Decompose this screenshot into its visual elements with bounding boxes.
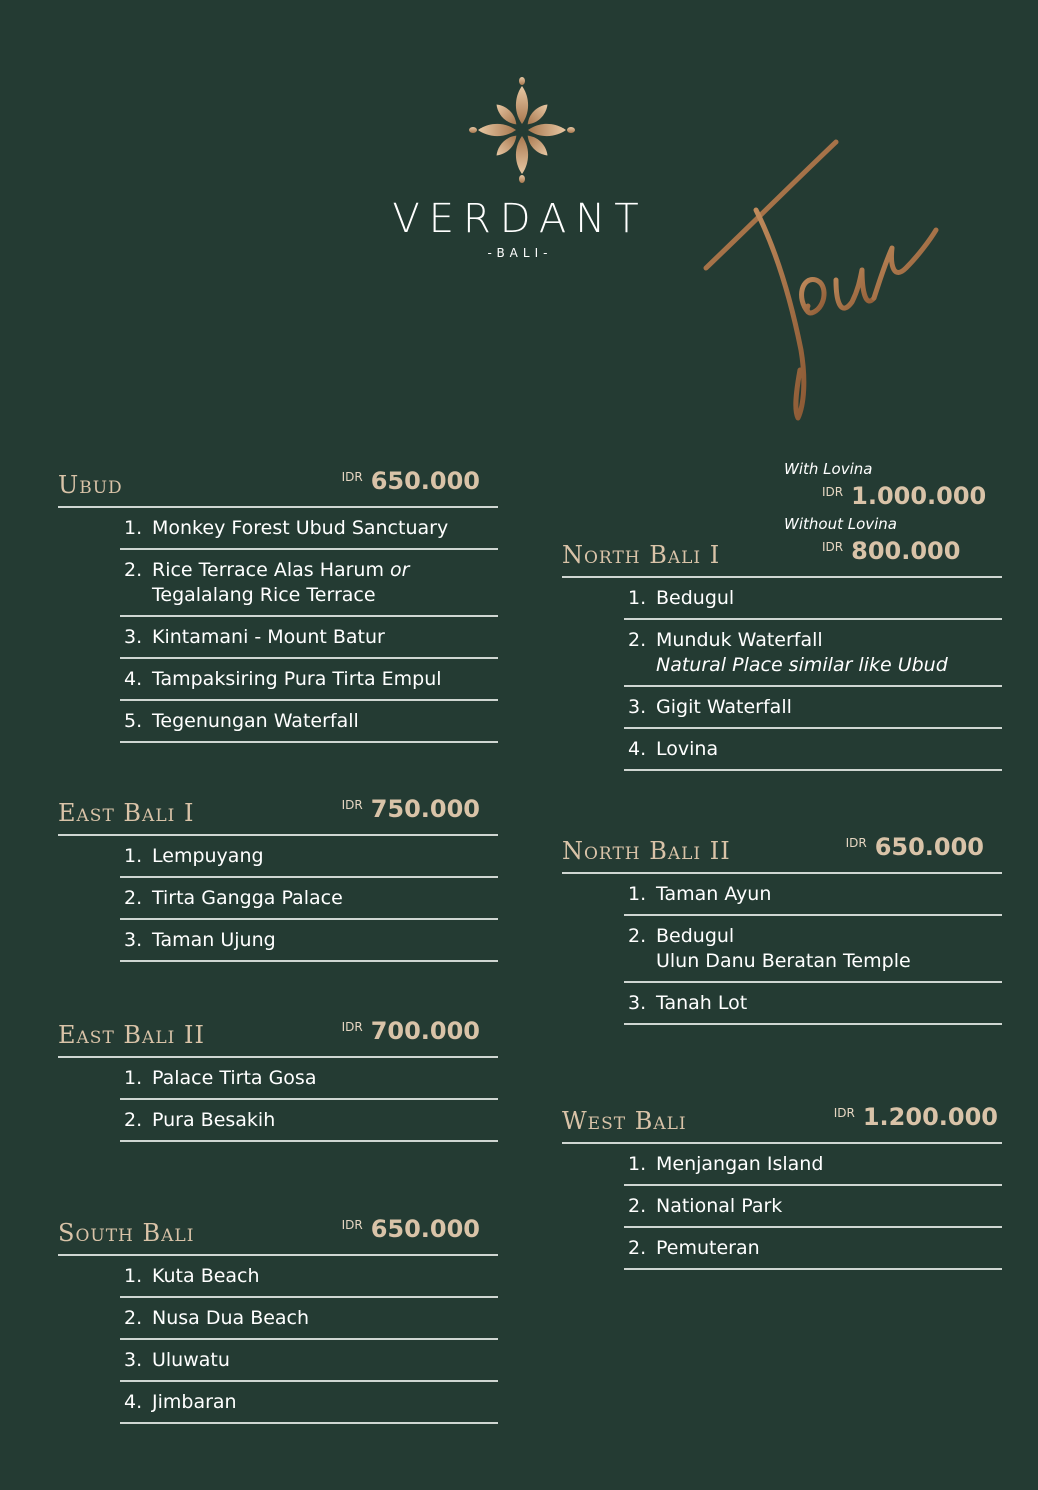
south-bali-title: South Bali (58, 1219, 195, 1247)
list-item: 2. Tirta Gangga Palace (120, 878, 498, 920)
east-bali-2-destination-list (120, 1058, 498, 1142)
list-item: 1. Palace Tirta Gosa (120, 1058, 498, 1100)
ubud-currency: IDR (341, 470, 363, 484)
ubud-title: Ubud (58, 471, 123, 499)
north-bali-1-tour-section (562, 460, 1002, 771)
brand-subtitle: -BALI- (487, 246, 553, 260)
east-bali-1-header (58, 784, 498, 836)
list-item: 4. Lovina (624, 729, 1002, 771)
west-bali-header (562, 1092, 1002, 1144)
north-bali-1-price-options (784, 460, 987, 568)
list-item: 5. Tegenungan Waterfall (120, 701, 498, 743)
list-item: 2. Bedugul Ulun Danu Beratan Temple (624, 916, 1002, 983)
list-item: 1. Taman Ayun (624, 874, 1002, 916)
list-item: 1. Menjangan Island (624, 1144, 1002, 1186)
list-item: 3. Uluwatu (120, 1340, 498, 1382)
with-lovina-label: With Lovina (784, 460, 873, 478)
list-item: 3. Kintamani - Mount Batur (120, 617, 498, 659)
north-bali-2-price: $^{IDR}$ 650.000 (845, 833, 984, 861)
west-bali-title: West Bali (562, 1107, 687, 1135)
munduk-note: Natural Place similar like Ubud (656, 654, 948, 676)
ubud-amount: 650.000 (370, 467, 480, 495)
north-bali-2-destination-list (624, 874, 1002, 1025)
east-bali-2-tour-section (58, 1006, 498, 1142)
west-bali-price: $^{IDR}$ 1.200.000 (833, 1103, 998, 1131)
brand-name: VERDANT (392, 196, 648, 242)
south-bali-tour-section (58, 1204, 498, 1424)
list-item: 2. National Park (624, 1186, 1002, 1228)
ubud-tour-section (58, 456, 498, 743)
east-bali-2-price: $^{IDR}$ 700.000 (341, 1017, 480, 1045)
north-bali-2-header (562, 822, 1002, 874)
conjunction: or (390, 559, 410, 581)
list-item: 4. Jimbaran (120, 1382, 498, 1424)
tour-script-lettering (696, 130, 956, 430)
verdant-flower-logo-icon (468, 76, 576, 184)
west-bali-destination-list (624, 1144, 1002, 1270)
list-item: 1. Monkey Forest Ubud Sanctuary (120, 508, 498, 550)
with-lovina-price: $^{IDR}$ 1.000.000 (822, 482, 987, 510)
west-bali-tour-section (562, 1092, 1002, 1270)
list-item: 1. Kuta Beach (120, 1256, 498, 1298)
east-bali-1-tour-section (58, 784, 498, 962)
east-bali-1-price: $^{IDR}$ 750.000 (341, 795, 480, 823)
ubud-header (58, 456, 498, 508)
east-bali-2-title: East Bali II (58, 1021, 205, 1049)
north-bali-1-title: North Bali I (562, 541, 721, 569)
without-lovina-label: Without Lovina (784, 515, 897, 533)
south-bali-destination-list (120, 1256, 498, 1424)
north-bali-2-title: North Bali II (562, 837, 731, 865)
list-item: 2. Nusa Dua Beach (120, 1298, 498, 1340)
east-bali-1-title: East Bali I (58, 799, 195, 827)
list-item: 1. Lempuyang (120, 836, 498, 878)
list-item: 3. Taman Ujung (120, 920, 498, 962)
east-bali-2-header (58, 1006, 498, 1058)
south-bali-header (58, 1204, 498, 1256)
ubud-price (342, 463, 480, 498)
list-item: 2. Pemuteran (624, 1228, 1002, 1270)
list-item: 2. Rice Terrace Alas Harum or Tegalalang Rice Terrace (120, 550, 498, 617)
east-bali-1-destination-list (120, 836, 498, 962)
list-item: 1. Bedugul (624, 578, 1002, 620)
list-item: 3. Gigit Waterfall (624, 687, 1002, 729)
ubud-destination-list (120, 508, 498, 743)
north-bali-2-tour-section (562, 822, 1002, 1025)
list-item: 2. Munduk Waterfall Natural Place similar like Ubud (624, 620, 1002, 687)
south-bali-price: $^{IDR}$ 650.000 (341, 1215, 480, 1243)
list-item: 4. Tampaksiring Pura Tirta Empul (120, 659, 498, 701)
north-bali-1-header (562, 460, 1002, 578)
list-item: 3. Tanah Lot (624, 983, 1002, 1025)
without-lovina-price: $^{IDR}$ 800.000 (822, 537, 961, 565)
list-item: 2. Pura Besakih (120, 1100, 498, 1142)
north-bali-1-destination-list (624, 578, 1002, 771)
